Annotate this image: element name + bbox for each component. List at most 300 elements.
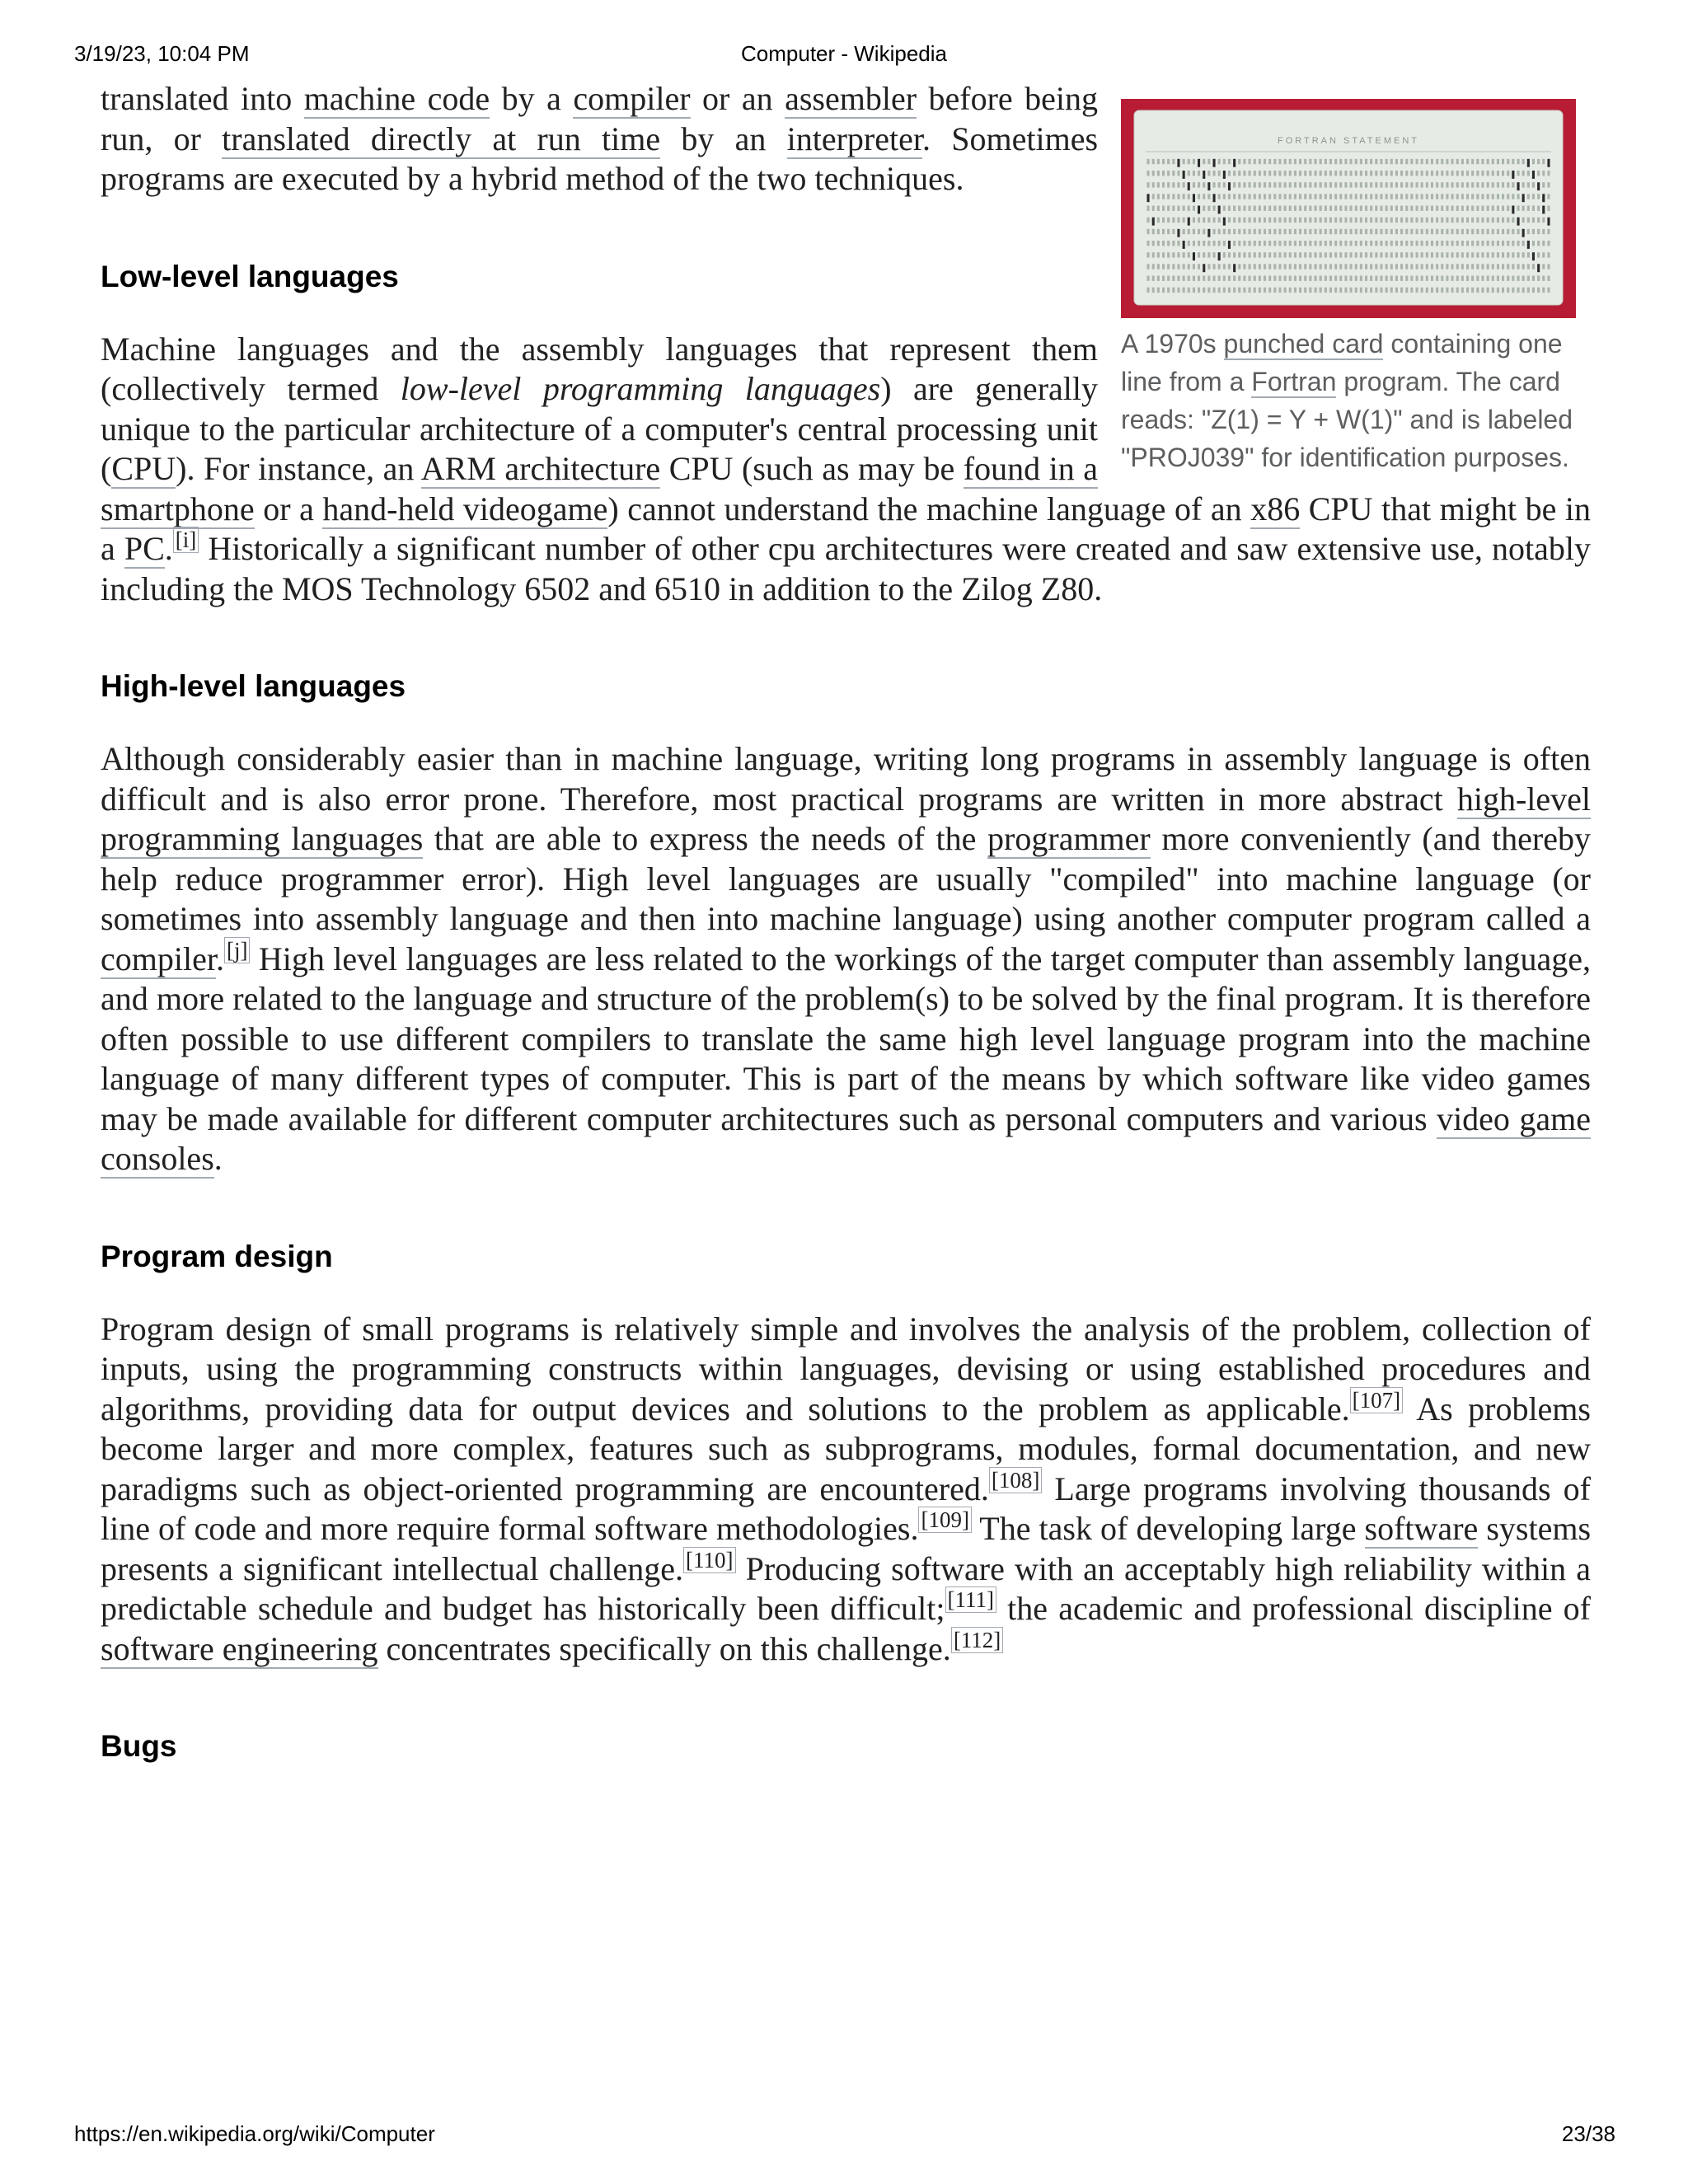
card-digit-mark xyxy=(1278,206,1281,211)
card-digit-mark xyxy=(1254,218,1256,223)
card-digit-mark xyxy=(1522,182,1525,187)
card-digit-mark xyxy=(1177,252,1179,257)
card-digit-mark xyxy=(1278,264,1281,269)
card-digit-mark xyxy=(1334,159,1337,164)
card-digit-mark xyxy=(1177,241,1179,246)
text: High level languages are less related to the workings of the target computer than assembly language, and more related to the language and structure of the problem(s) to be solved by the final program. It is therefore often possible to use different compilers to translate the same high level language program into the machine language of many different types of computer. This is part of the means by which software like video games may be made available for different computer architectures such as personal computers and various xyxy=(101,940,1591,1137)
card-digit-mark xyxy=(1466,206,1469,211)
card-digit-mark xyxy=(1507,241,1509,246)
card-digit-mark xyxy=(1517,229,1520,234)
card-punch-hole xyxy=(1542,206,1545,214)
card-digit-mark xyxy=(1421,252,1423,257)
card-punch-hole xyxy=(1147,194,1150,202)
card-digit-mark xyxy=(1446,288,1448,293)
card-digit-mark xyxy=(1243,252,1245,257)
card-digit-mark xyxy=(1517,252,1520,257)
card-digit-mark xyxy=(1497,264,1499,269)
card-digit-mark xyxy=(1380,194,1382,199)
card-digit-mark xyxy=(1466,264,1469,269)
card-digit-mark xyxy=(1289,159,1292,164)
card-digit-mark xyxy=(1167,288,1170,293)
card-digit-mark xyxy=(1355,159,1357,164)
footnote-ref[interactable]: [109] xyxy=(918,1507,971,1533)
card-digit-mark xyxy=(1522,206,1525,211)
card-digit-mark xyxy=(1481,276,1484,281)
card-digit-mark xyxy=(1507,218,1509,223)
card-digit-mark xyxy=(1446,159,1448,164)
card-digit-mark xyxy=(1289,241,1292,246)
card-digit-mark xyxy=(1380,241,1382,246)
link-punched-card[interactable]: punched card xyxy=(1223,329,1384,359)
card-digit-mark xyxy=(1254,171,1256,176)
card-digit-mark xyxy=(1315,206,1317,211)
card-digit-mark xyxy=(1471,241,1474,246)
card-digit-mark xyxy=(1147,159,1150,164)
card-digit-mark xyxy=(1207,264,1210,269)
card-digit-mark xyxy=(1162,206,1165,211)
card-digit-mark xyxy=(1517,288,1520,293)
card-digit-mark xyxy=(1370,264,1372,269)
card-digit-mark xyxy=(1294,288,1296,293)
card-digit-mark xyxy=(1320,206,1322,211)
card-digit-mark xyxy=(1339,159,1342,164)
link-software[interactable]: software xyxy=(1364,1510,1479,1547)
card-digit-mark xyxy=(1390,288,1393,293)
card-digit-mark xyxy=(1395,264,1398,269)
card-digit-mark xyxy=(1375,171,1377,176)
card-digit-mark xyxy=(1436,229,1438,234)
card-digit-mark xyxy=(1487,252,1489,257)
card-digit-mark xyxy=(1304,171,1306,176)
text: Historically a significant number of other cpu architectures were created and saw extensive use, notably including the MOS Technology 6502 and 6510 in addition to the Zilog Z80. xyxy=(101,530,1591,607)
card-digit-mark xyxy=(1183,264,1185,269)
card-digit-mark xyxy=(1339,218,1342,223)
card-digit-mark xyxy=(1207,252,1210,257)
card-digit-mark xyxy=(1198,241,1200,246)
card-digit-mark xyxy=(1203,288,1205,293)
card-digit-mark xyxy=(1386,264,1388,269)
card-digit-mark xyxy=(1547,206,1550,211)
card-digit-mark xyxy=(1431,264,1433,269)
card-digit-mark xyxy=(1370,159,1372,164)
card-digit-mark xyxy=(1157,276,1160,281)
card-digit-mark xyxy=(1304,218,1306,223)
card-digit-mark xyxy=(1522,276,1525,281)
card-digit-mark xyxy=(1502,276,1504,281)
card-punch-hole xyxy=(1233,159,1236,167)
card-digit-mark xyxy=(1193,276,1195,281)
card-digit-mark xyxy=(1532,276,1535,281)
card-digit-mark xyxy=(1380,171,1382,176)
card-digit-mark xyxy=(1426,206,1428,211)
card-digit-mark xyxy=(1476,229,1479,234)
link-x86[interactable]: x86 xyxy=(1250,490,1301,527)
card-digit-mark xyxy=(1522,171,1525,176)
card-digit-mark xyxy=(1487,194,1489,199)
card-digit-mark xyxy=(1243,218,1245,223)
card-digit-mark xyxy=(1421,276,1423,281)
card-digit-mark xyxy=(1512,218,1514,223)
card-digit-mark xyxy=(1487,171,1489,176)
card-digit-mark xyxy=(1386,252,1388,257)
card-digit-mark xyxy=(1254,241,1256,246)
card-digit-mark xyxy=(1497,241,1499,246)
link-arm-architecture[interactable]: ARM architecture xyxy=(420,450,661,487)
card-digit-mark xyxy=(1421,264,1423,269)
footnote-ref[interactable]: [112] xyxy=(951,1627,1003,1653)
card-digit-mark xyxy=(1339,288,1342,293)
card-digit-mark xyxy=(1507,288,1509,293)
card-digit-mark xyxy=(1517,276,1520,281)
card-digit-mark xyxy=(1512,252,1514,257)
card-digit-mark xyxy=(1512,194,1514,199)
article-content xyxy=(101,79,1591,1766)
card-digit-mark xyxy=(1147,252,1150,257)
card-digit-mark xyxy=(1238,252,1240,257)
footnote-ref[interactable]: [j] xyxy=(224,937,250,963)
card-digit-mark xyxy=(1476,241,1479,246)
link-compiler-2[interactable]: compiler xyxy=(101,940,216,977)
card-punch-hole xyxy=(1527,159,1530,167)
card-digit-mark xyxy=(1350,159,1353,164)
card-digit-mark xyxy=(1416,218,1418,223)
card-digit-mark xyxy=(1198,252,1200,257)
card-digit-mark xyxy=(1152,194,1155,199)
card-digit-mark xyxy=(1451,206,1454,211)
card-punch-hole xyxy=(1193,194,1195,202)
card-digit-mark xyxy=(1254,182,1256,187)
card-digit-mark xyxy=(1390,171,1393,176)
card-digit-mark xyxy=(1213,264,1216,269)
card-digit-mark xyxy=(1365,229,1367,234)
card-digit-mark xyxy=(1451,218,1454,223)
card-digit-mark xyxy=(1193,241,1195,246)
card-digit-mark xyxy=(1410,159,1413,164)
card-digit-mark xyxy=(1188,171,1190,176)
card-digit-mark xyxy=(1284,206,1287,211)
card-digit-mark xyxy=(1334,264,1337,269)
card-digit-mark xyxy=(1254,159,1256,164)
card-digit-mark xyxy=(1299,276,1301,281)
card-digit-mark xyxy=(1147,182,1150,187)
card-digit-mark xyxy=(1177,218,1179,223)
card-digit-mark xyxy=(1268,276,1271,281)
card-digit-mark xyxy=(1441,182,1443,187)
link-fortran[interactable]: Fortran xyxy=(1251,367,1337,396)
link-interpreter[interactable]: interpreter xyxy=(786,120,922,157)
card-digit-mark xyxy=(1410,171,1413,176)
card-digit-mark xyxy=(1476,288,1479,293)
card-digit-mark xyxy=(1294,252,1296,257)
card-digit-mark xyxy=(1421,229,1423,234)
card-digit-mark xyxy=(1172,241,1175,246)
card-digit-mark xyxy=(1193,159,1195,164)
card-digit-mark xyxy=(1446,171,1448,176)
card-punch-hole xyxy=(1532,252,1535,260)
card-digit-mark xyxy=(1507,206,1509,211)
card-digit-mark xyxy=(1157,218,1160,223)
card-digit-mark xyxy=(1233,194,1236,199)
card-digit-mark xyxy=(1320,182,1322,187)
card-digit-mark xyxy=(1249,229,1251,234)
card-digit-mark xyxy=(1380,206,1382,211)
card-digit-mark xyxy=(1213,229,1216,234)
card-digit-mark xyxy=(1152,182,1155,187)
card-digit-mark xyxy=(1284,252,1287,257)
card-digit-mark xyxy=(1213,241,1216,246)
card-digit-mark xyxy=(1223,252,1226,257)
card-digit-mark xyxy=(1416,229,1418,234)
card-digit-mark xyxy=(1487,229,1489,234)
card-digit-mark xyxy=(1350,241,1353,246)
card-digit-mark xyxy=(1294,171,1296,176)
footnote-ref[interactable]: [i] xyxy=(173,527,199,553)
card-digit-mark xyxy=(1304,182,1306,187)
card-digit-mark xyxy=(1405,182,1408,187)
card-digit-mark xyxy=(1233,252,1236,257)
card-digit-mark xyxy=(1451,194,1454,199)
card-digit-mark xyxy=(1278,159,1281,164)
card-digit-mark xyxy=(1436,218,1438,223)
card-digit-mark xyxy=(1360,218,1362,223)
card-digit-mark xyxy=(1157,194,1160,199)
card-digit-mark xyxy=(1157,252,1160,257)
card-digit-mark xyxy=(1325,229,1327,234)
card-digit-mark xyxy=(1522,252,1525,257)
card-digit-mark xyxy=(1375,194,1377,199)
card-digit-mark xyxy=(1355,218,1357,223)
card-digit-mark xyxy=(1203,229,1205,234)
card-digit-mark xyxy=(1249,194,1251,199)
card-digit-mark xyxy=(1273,159,1276,164)
card-digit-mark xyxy=(1259,194,1261,199)
card-punch-hole xyxy=(1207,182,1210,190)
card-digit-mark xyxy=(1284,276,1287,281)
card-digit-mark xyxy=(1289,288,1292,293)
card-digit-mark xyxy=(1304,206,1306,211)
footnote-ref[interactable]: [110] xyxy=(683,1547,735,1573)
card-digit-mark xyxy=(1228,264,1231,269)
card-digit-mark xyxy=(1183,288,1185,293)
card-digit-mark xyxy=(1410,218,1413,223)
text: The task of developing large xyxy=(971,1510,1365,1547)
card-digit-mark xyxy=(1329,241,1332,246)
card-digit-mark xyxy=(1360,276,1362,281)
card-digit-mark xyxy=(1177,171,1179,176)
link-pc[interactable]: PC xyxy=(124,530,165,567)
card-digit-mark xyxy=(1273,206,1276,211)
card-digit-mark xyxy=(1162,276,1165,281)
card-digit-mark xyxy=(1284,229,1287,234)
card-digit-mark xyxy=(1441,159,1443,164)
card-digit-mark xyxy=(1315,159,1317,164)
card-digit-mark xyxy=(1400,276,1403,281)
card-digit-mark xyxy=(1339,206,1342,211)
card-digit-mark xyxy=(1441,252,1443,257)
footnote-ref[interactable]: [107] xyxy=(1350,1387,1403,1413)
card-digit-mark xyxy=(1207,288,1210,293)
card-digit-mark xyxy=(1441,171,1443,176)
card-digit-mark xyxy=(1507,171,1509,176)
card-digit-mark xyxy=(1542,229,1545,234)
card-digit-mark xyxy=(1259,171,1261,176)
card-digit-mark xyxy=(1365,194,1367,199)
card-digit-mark xyxy=(1172,252,1175,257)
card-digit-mark xyxy=(1386,229,1388,234)
card-digit-mark xyxy=(1268,194,1271,199)
card-digit-mark xyxy=(1507,159,1509,164)
card-digit-mark xyxy=(1188,159,1190,164)
card-digit-mark xyxy=(1339,264,1342,269)
card-digit-mark xyxy=(1147,288,1150,293)
card-digit-mark xyxy=(1233,229,1236,234)
card-punch-hole xyxy=(1203,264,1205,272)
card-digit-mark xyxy=(1167,218,1170,223)
card-digit-mark xyxy=(1344,252,1347,257)
card-digit-mark xyxy=(1177,276,1179,281)
link-found-in-a[interactable]: found in a xyxy=(963,450,1098,487)
card-digit-mark xyxy=(1502,241,1504,246)
card-digit-mark xyxy=(1416,206,1418,211)
card-digit-mark xyxy=(1228,171,1231,176)
card-digit-mark xyxy=(1375,276,1377,281)
card-digit-mark xyxy=(1157,229,1160,234)
card-digit-mark xyxy=(1400,159,1403,164)
card-digit-mark xyxy=(1294,206,1296,211)
card-digit-mark xyxy=(1502,264,1504,269)
text: by an xyxy=(660,120,787,157)
card-digit-mark xyxy=(1497,276,1499,281)
card-digit-mark xyxy=(1157,171,1160,176)
card-digit-mark xyxy=(1254,276,1256,281)
card-digit-mark xyxy=(1502,206,1504,211)
card-punch-hole xyxy=(1177,159,1179,167)
card-digit-mark xyxy=(1537,252,1540,257)
card-digit-mark xyxy=(1375,218,1377,223)
card-digit-mark xyxy=(1228,276,1231,281)
card-digit-mark xyxy=(1162,194,1165,199)
card-digit-mark xyxy=(1426,218,1428,223)
card-digit-mark xyxy=(1436,182,1438,187)
link-hand-held-videogame[interactable]: hand-held videogame xyxy=(322,490,608,527)
card-digit-mark xyxy=(1517,264,1520,269)
card-digit-mark xyxy=(1157,206,1160,211)
card-digit-mark xyxy=(1471,264,1474,269)
card-digit-mark xyxy=(1198,229,1200,234)
link-assembler[interactable]: assembler xyxy=(785,80,917,117)
card-digit-mark xyxy=(1350,182,1353,187)
card-digit-mark xyxy=(1329,182,1332,187)
card-digit-mark xyxy=(1370,171,1372,176)
link-smartphone[interactable]: smartphone xyxy=(101,490,255,527)
card-digit-mark xyxy=(1320,159,1322,164)
card-digit-mark xyxy=(1264,252,1266,257)
card-digit-mark xyxy=(1188,288,1190,293)
card-digit-mark xyxy=(1386,276,1388,281)
card-digit-mark xyxy=(1238,288,1240,293)
card-digit-mark xyxy=(1273,182,1276,187)
text: . xyxy=(164,530,173,567)
card-digit-mark xyxy=(1451,288,1454,293)
card-digit-mark xyxy=(1421,206,1423,211)
card-digit-mark xyxy=(1167,159,1170,164)
card-digit-mark xyxy=(1218,288,1221,293)
link-machine-code[interactable]: machine code xyxy=(303,80,490,117)
card-digit-mark xyxy=(1547,182,1550,187)
card-digit-mark xyxy=(1350,218,1353,223)
link-translated-directly[interactable]: translated directly at run time xyxy=(222,120,661,157)
card-digit-mark xyxy=(1395,182,1398,187)
link-high-level-programming-languages[interactable]: high-level programming languages xyxy=(101,780,1591,857)
card-digit-mark xyxy=(1476,276,1479,281)
text: more conveniently (and thereby help reduce programmer error). High level languages are usually "compiled" into machine language (or sometimes into assembly language and then into machine language) using another computer program called a xyxy=(101,820,1591,937)
card-punch-hole xyxy=(1537,264,1540,272)
link-programmer[interactable]: programmer xyxy=(987,820,1151,857)
card-digit-mark xyxy=(1461,264,1464,269)
card-digit-mark xyxy=(1254,229,1256,234)
card-digit-mark xyxy=(1380,252,1382,257)
card-digit-mark xyxy=(1405,159,1408,164)
card-digit-mark xyxy=(1527,229,1530,234)
card-digit-mark xyxy=(1497,288,1499,293)
card-digit-mark xyxy=(1456,171,1459,176)
card-digit-mark xyxy=(1218,276,1221,281)
link-compiler[interactable]: compiler xyxy=(573,80,691,117)
card-digit-mark xyxy=(1183,206,1185,211)
card-digit-mark xyxy=(1375,159,1377,164)
footnote-ref[interactable]: [111] xyxy=(945,1586,996,1613)
card-digit-mark xyxy=(1243,229,1245,234)
card-digit-mark xyxy=(1431,206,1433,211)
link-software-engineering[interactable]: software engineering xyxy=(101,1629,378,1667)
link-cpu[interactable]: CPU xyxy=(111,450,176,487)
card-digit-mark xyxy=(1492,182,1494,187)
card-digit-mark xyxy=(1395,194,1398,199)
link-video-game-consoles[interactable]: video game consoles xyxy=(101,1099,1591,1177)
card-digit-mark xyxy=(1497,194,1499,199)
card-punch-hole xyxy=(1547,218,1550,226)
card-digit-mark xyxy=(1395,288,1398,293)
card-digit-mark xyxy=(1360,182,1362,187)
card-digit-mark xyxy=(1238,264,1240,269)
card-digit-mark xyxy=(1456,194,1459,199)
card-digit-mark xyxy=(1426,194,1428,199)
card-digit-mark xyxy=(1273,288,1276,293)
card-digit-mark xyxy=(1410,288,1413,293)
card-digit-mark xyxy=(1203,182,1205,187)
card-digit-mark xyxy=(1198,276,1200,281)
card-digit-mark xyxy=(1188,264,1190,269)
card-digit-mark xyxy=(1512,182,1514,187)
card-digit-mark xyxy=(1405,206,1408,211)
card-digit-mark xyxy=(1264,264,1266,269)
card-digit-mark xyxy=(1471,276,1474,281)
card-digit-mark xyxy=(1426,171,1428,176)
card-digit-mark xyxy=(1278,182,1281,187)
card-digit-mark xyxy=(1502,182,1504,187)
card-digit-mark xyxy=(1278,194,1281,199)
card-digit-mark xyxy=(1198,288,1200,293)
card-digit-mark xyxy=(1162,241,1165,246)
card-digit-mark xyxy=(1334,182,1337,187)
card-digit-mark xyxy=(1183,218,1185,223)
card-digit-mark xyxy=(1228,159,1231,164)
card-digit-mark xyxy=(1487,182,1489,187)
card-digit-mark xyxy=(1481,218,1484,223)
text: As problems become larger and more complex, features such as subprograms, modules, formal documentation, and new paradigms such as object-oriented programming are encountered. xyxy=(101,1390,1591,1507)
card-digit-mark xyxy=(1375,229,1377,234)
footnote-ref[interactable]: [108] xyxy=(989,1467,1042,1493)
